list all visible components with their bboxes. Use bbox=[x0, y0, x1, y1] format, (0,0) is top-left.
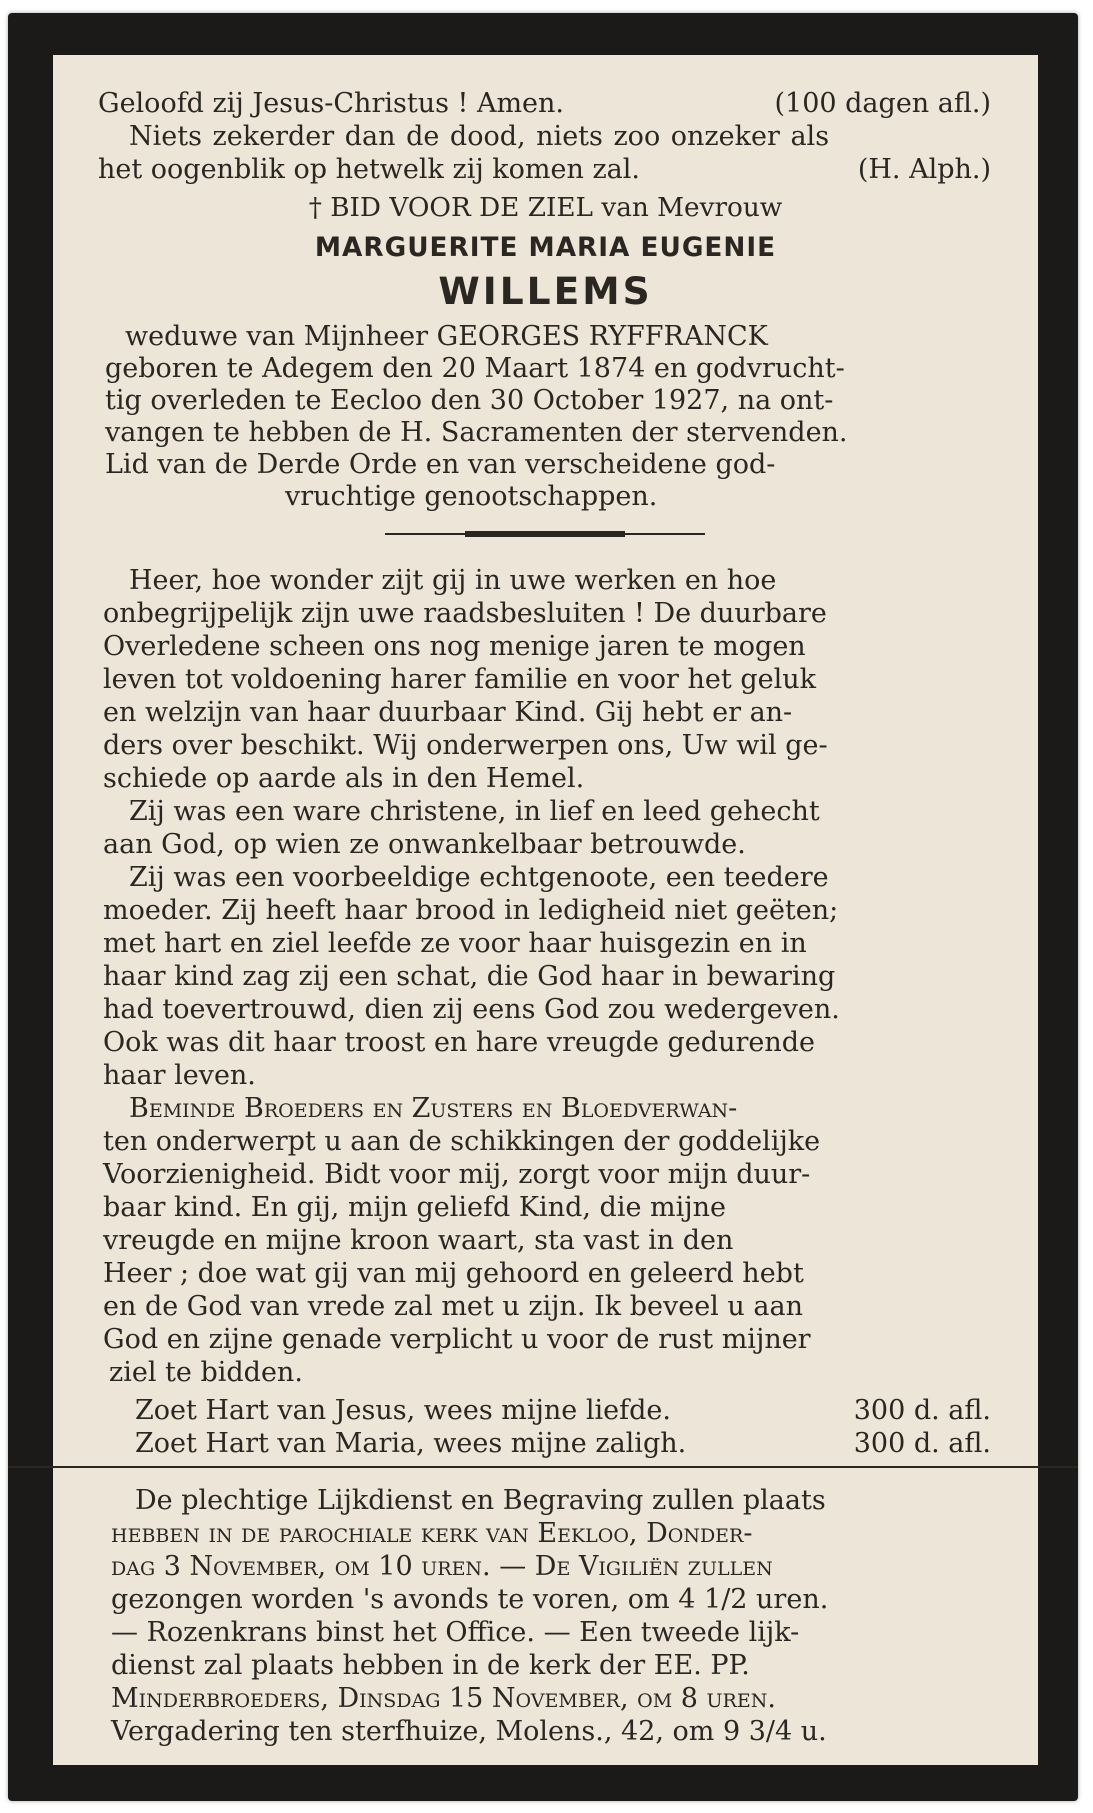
header-attribution: (H. Alph.) bbox=[857, 154, 991, 185]
text-line: Ook was dit haar troost en hare vreugde gedurende bbox=[103, 1027, 815, 1058]
invocation-jesus-text: Zoet Hart van Jesus, wees mijne liefde. bbox=[135, 1395, 671, 1426]
bio-line-6: vruchtige genootschappen. bbox=[285, 481, 658, 512]
invocation-maria-indulgence: 300 d. afl. bbox=[853, 1428, 991, 1459]
bio-line-5: Lid van de Derde Orde en van verscheidene god- bbox=[105, 449, 776, 480]
text-line: baar kind. En gij, mijn geliefd Kind, die mijne bbox=[103, 1192, 726, 1223]
bio-line-4: vangen te hebben de H. Sacramenten der stervenden. bbox=[105, 417, 848, 448]
text-line: haar kind zag zij een schat, die God haar in bewaring bbox=[103, 961, 836, 992]
text-line: en welzijn van haar duurbaar Kind. Gij hebt er an- bbox=[103, 697, 793, 728]
header-line-1 bbox=[98, 90, 991, 117]
text-line: aan God, op wien ze onwankelbaar betrouwde. bbox=[103, 829, 746, 860]
text-line: leven tot voldoening harer familie en voor het geluk bbox=[103, 664, 816, 695]
text-line: onbegrijpelijk zijn uwe raadsbesluiten ! De duurbare bbox=[103, 598, 827, 629]
text-line: ziel te bidden. bbox=[109, 1357, 303, 1388]
bio-line-2: geboren te Adegem den 20 Maart 1874 en godvrucht- bbox=[105, 353, 845, 384]
cross-icon: † bbox=[308, 193, 322, 223]
invocation-jesus-indulgence: 300 d. afl. bbox=[853, 1395, 991, 1426]
funeral-line: dienst zal plaats hebben in de kerk der EE. PP. bbox=[111, 1650, 750, 1681]
text-line: ten onderwerpt u aan de schikkingen der goddelijke bbox=[103, 1126, 821, 1157]
funeral-line: Vergadering ten sterfhuize, Molens., 42, om 9 3/4 u. bbox=[111, 1716, 827, 1747]
funeral-line: — Rozenkrans binst het Office. — Een tweede lijk- bbox=[111, 1617, 800, 1648]
funeral-line: Minderbroeders, Dinsdag 15 November, om 8 uren. bbox=[111, 1683, 776, 1714]
header-acclamation: Geloofd zij Jesus-Christus ! Amen. bbox=[98, 88, 565, 119]
text-line: Zij was een ware christene, in lief en leed gehecht bbox=[129, 796, 820, 827]
text-line: met hart en ziel leefde ze voor haar huisgezin en in bbox=[103, 928, 807, 959]
text-line: Heer, hoe wonder zijt gij in uwe werken en hoe bbox=[129, 565, 777, 596]
text-line: Heer ; doe wat gij van mij gehoord en geleerd hebt bbox=[103, 1258, 804, 1289]
text-line: had toevertrouwd, dien zij eens God zou wedergeven. bbox=[103, 994, 840, 1025]
text-line: en de God van vrede zal met u zijn. Ik beveel u aan bbox=[103, 1291, 803, 1322]
invocation-maria bbox=[135, 1430, 991, 1457]
prayer-heading-text: BID VOOR DE ZIEL van Mevrouw bbox=[330, 193, 783, 223]
invocation-maria-text: Zoet Hart van Maria, wees mijne zaligh. bbox=[135, 1428, 687, 1459]
prayer-heading bbox=[53, 195, 1038, 221]
bio-line-1: weduwe van Mijnheer GEORGES RYFFRANCK bbox=[125, 321, 768, 352]
deceased-surname: WILLEMS bbox=[438, 269, 653, 313]
deceased-given-names: MARGUERITE MARIA EUGENIE bbox=[314, 233, 777, 263]
invocation-jesus bbox=[135, 1397, 991, 1424]
bio-line-3: tig overleden te Eecloo den 30 October 1927, na ont- bbox=[105, 385, 834, 416]
text-line: Beminde Broeders en Zusters en Bloedverwan- bbox=[129, 1093, 738, 1124]
text-line: moeder. Zij heeft haar brood in ledigheid niet geëten; bbox=[103, 895, 839, 926]
memorial-card bbox=[8, 13, 1078, 1801]
text-line: vreugde en mijne kroon waart, sta vast in den bbox=[103, 1225, 734, 1256]
text-line: Voorzienigheid. Bidt voor mij, zorgt voor mijn duur- bbox=[103, 1159, 811, 1190]
text-line: schiede op aarde als in den Hemel. bbox=[103, 763, 585, 794]
funeral-line: dag 3 November, om 10 uren. — De Vigiliën zullen bbox=[111, 1551, 773, 1582]
header-quote-end: het oogenblik op hetwelk zij komen zal. bbox=[98, 154, 640, 185]
header-line-2: Niets zekerder dan de dood, niets zoo onzeker als bbox=[129, 121, 830, 152]
text-line: God en zijne genade verplicht u voor de rust mijner bbox=[103, 1324, 811, 1355]
funeral-line: gezongen worden 's avonds te voren, om 4 1/2 uren. bbox=[111, 1584, 829, 1615]
text-line: Overledene scheen ons nog menige jaren te mogen bbox=[103, 631, 806, 662]
card-paper bbox=[53, 55, 1038, 1765]
text-line: ders over beschikt. Wij onderwerpen ons, Uw wil ge- bbox=[103, 730, 828, 761]
ornament-rule-thick bbox=[465, 531, 625, 537]
header-indulgence: (100 dagen afl.) bbox=[774, 88, 991, 119]
text-line: haar leven. bbox=[103, 1060, 256, 1091]
header-line-3 bbox=[98, 156, 991, 183]
section-divider bbox=[8, 1466, 1078, 1468]
funeral-line: hebben in de parochiale kerk van Eekloo, Donder- bbox=[111, 1518, 753, 1549]
funeral-line: De plechtige Lijkdienst en Begraving zullen plaats bbox=[135, 1485, 826, 1516]
text-line: Zij was een voorbeeldige echtgenoote, een teedere bbox=[129, 862, 829, 893]
